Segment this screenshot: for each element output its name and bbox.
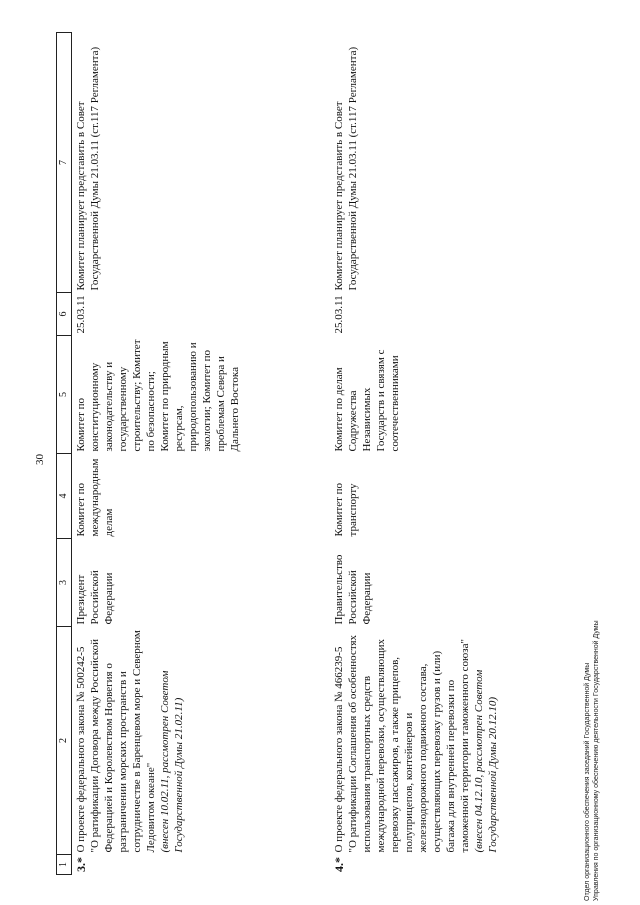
plan-note: Комитет планирует представить в Совет Государственной Думы 21.03.11 (ст.117 Регламента) [333,46,359,291]
footer-line: Отдел организационного обеспечения заседаний Государственной Думы [584,662,591,901]
bill-description [330,627,500,855]
column-number: 7 [57,33,72,293]
page-number: 30 [34,454,46,465]
bill-note: (внесен 04.12.10, рассмотрен Советом Государственной Думы 20.12.10) [473,669,499,853]
bill-title: "О ратификации Соглашения об особенностях использования транспортных средств международной перевозки, осуществляющих перевозку пассажиров, а также прицепов, полуприцепов, контейнеров и железнодорожного подвижного состава, осуществляющих перевозку грузов и (или) багажа для внутренней перевозки по таможенной территории таможенного союза" [347,634,471,853]
plan-note: Комитет планирует представить в Совет Государственной Думы 21.03.11 (ст.117 Регламента) [75,46,101,291]
footer-line: Управления по организационному обеспечению деятельности Государственной Думы [593,620,600,901]
column-number: 2 [57,627,72,855]
co-executor-committees: Комитет по делам Содружества Независимых Государств и связям с соотечественниками [333,349,401,452]
row-number: 4.* [332,857,346,872]
column-number: 4 [57,454,72,539]
footer-department [583,620,601,901]
bill-intro: О проекте федерального закона № 466239-5 [333,646,345,853]
initiator: Президент Российской Федерации [75,570,115,625]
table-row [72,33,331,875]
row-number: 3.* [74,857,88,872]
column-number: 6 [57,293,72,336]
bill-title: "О ратификации Договора между Российской Федерацией и Королевством Норвегия о разграничении морских пространств и сотрудничестве в Баренцевом море и Северном Ледовитом океане" [89,630,157,853]
bill-intro: О проекте федерального закона № 500242-5 [75,646,87,853]
date: 25.03.11 [75,295,87,334]
bill-note: (внесен 10.02.11, рассмотрен Советом Государственной Думы 21.02.11) [159,670,185,853]
table-row [330,33,500,875]
responsible-committee: Комитет по транспорту [333,482,359,537]
column-number: 3 [57,539,72,627]
initiator: Правительство Российской Федерации [333,554,373,625]
column-number: 1 [57,855,72,875]
date: 25.03.11 [333,295,345,334]
column-number: 5 [57,336,72,454]
responsible-committee: Комитет по международным делам [75,458,115,537]
bill-description [72,627,331,855]
column-number-header [57,33,72,875]
agenda-table [56,32,500,875]
co-executor-committees: Комитет по конституционному законодательству и государственному строительству; Комитет по безопасности; Комитет по природным ресурсам, природопользованию и экологии; Комитет по проблемам Севера и Дальнего Востока [75,339,241,452]
